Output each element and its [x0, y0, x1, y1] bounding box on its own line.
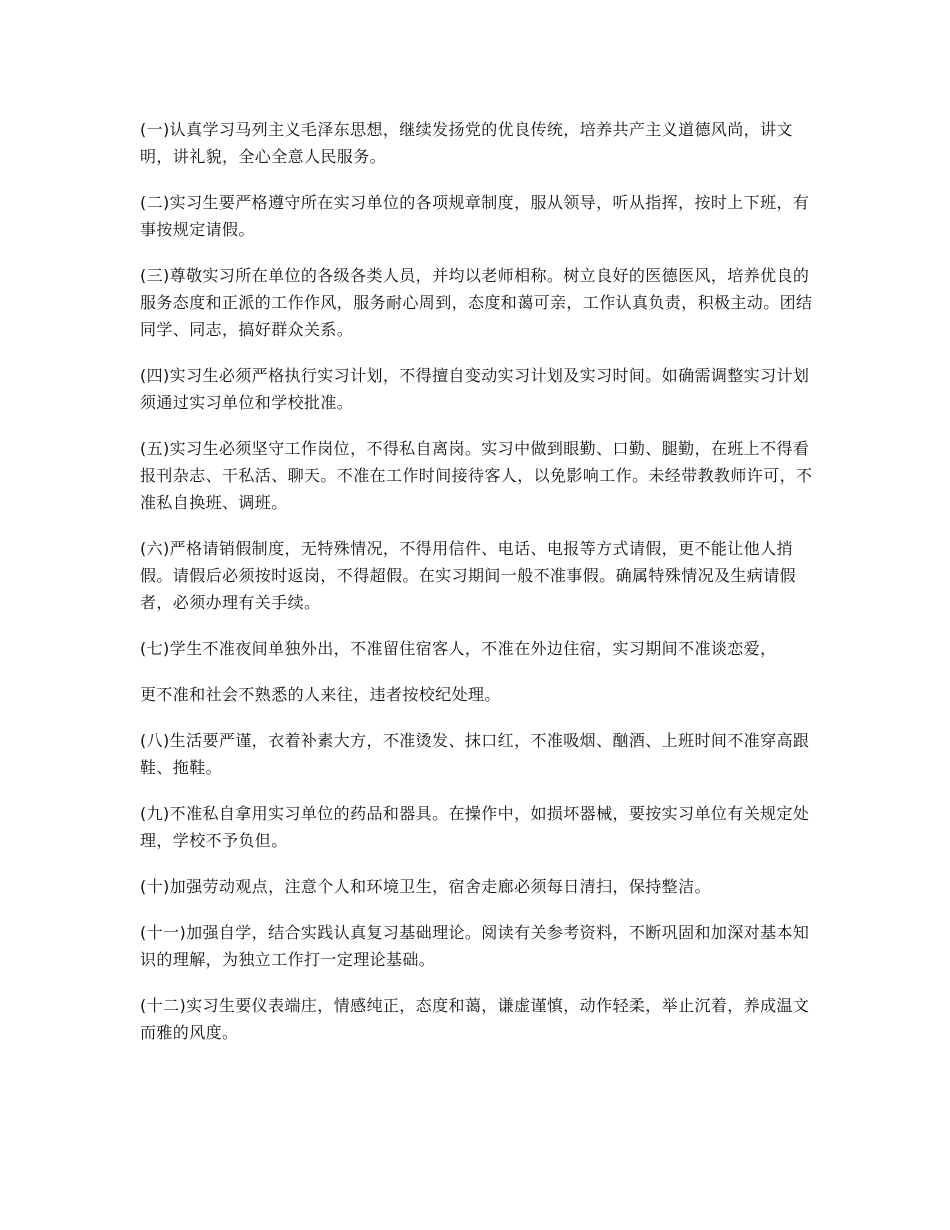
paragraph-11: (十)加强劳动观点，注意个人和环境卫生，宿舍走廊必须每日清扫，保持整洁。 — [140, 877, 711, 896]
paragraph-1: (一)认真学习马列主义毛泽东思想，继续发扬党的优良传统，培养共产主义道德风尚，讲文明，讲礼貌，全心全意人民服务。 — [140, 120, 793, 166]
paragraph-12: (十一)加强自学，结合实践认真复习基础理论。阅读有关参考资料，不断巩固和加深对基本知识的理解，为独立工作打一定理论基础。 — [140, 923, 810, 969]
paragraph-7: (七)学生不准夜间单独外出，不准留住宿客人，不准在外边住宿，实习期间不准谈恋爱， — [140, 639, 777, 658]
paragraph-4: (四)实习生必须严格执行实习计划，不得擅自变动实习计划及实习时间。如确需调整实习计划须通过实习单位和学校批准。 — [140, 366, 810, 412]
paragraph-5: (五)实习生必须坚守工作岗位，不得私自离岗。实习中做到眼勤、口勤、腿勤，在班上不得看报刊杂志、干私活、聊天。不准在工作时间接待客人，以免影响工作。未经带教教师许可，不准私自换班、调班。 — [140, 439, 813, 512]
paragraph-9: (八)生活要严谨，衣着补素大方，不准烫发、抹口红，不准吸烟、酗酒、上班时间不准穿高跟鞋、拖鞋。 — [140, 731, 810, 777]
paragraph-10: (九)不准私自拿用实习单位的药品和器具。在操作中，如损坏器械，要按实习单位有关规定处理，学校不予负但。 — [140, 804, 810, 850]
document-body — [140, 116, 820, 1065]
paragraph-13: (十二)实习生要仪表端庄，情感纯正，态度和蔼，谦虚谨慎，动作轻柔，举止沉着，养成温文而雅的风度。 — [140, 996, 810, 1042]
paragraph-3: (三)尊敬实习所在单位的各级各类人员，并均以老师相称。树立良好的医德医风，培养优良的服务态度和正派的工作作风，服务耐心周到，态度和蔼可亲，工作认真负责，积极主动。团结同学、同志，搞好群众关系。 — [140, 266, 813, 339]
paragraph-8: 更不准和社会不熟悉的人来往，违者按校纪处理。 — [140, 685, 501, 704]
paragraph-2: (二)实习生要严格遵守所在实习单位的各项规章制度，服从领导，听从指挥，按时上下班，有事按规定请假。 — [140, 193, 810, 239]
paragraph-6: (六)严格请销假制度，无特殊情况，不得用信件、电话、电报等方式请假，更不能让他人捎假。请假后必须按时返岗，不得超假。在实习期间一般不准事假。确属特殊情况及生病请假者，必须办理有关手续。 — [140, 539, 797, 612]
